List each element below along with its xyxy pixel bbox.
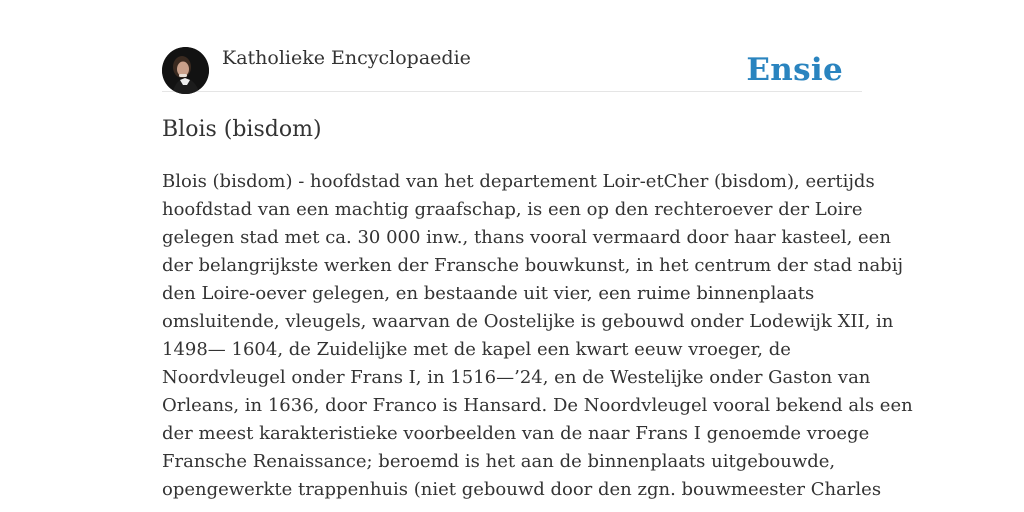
article-line: der belangrijkste werken der Fransche bouwkunst, in het centrum der stad nabij	[162, 255, 904, 276]
article-line: den Loire-oever gelegen, en bestaande uit vier, een ruime binnenplaats	[162, 283, 815, 304]
article-line: opengewerkte trappenhuis (niet gebouwd door den zgn. bouwmeester Charles	[162, 479, 882, 500]
source-name[interactable]: Katholieke Encyclopaedie	[222, 47, 471, 69]
site-header	[162, 46, 862, 92]
page-title: Blois (bisdom)	[162, 117, 322, 142]
article-body	[162, 168, 913, 504]
article-line: Orleans, in 1636, door Franco is Hansard. De Noordvleugel vooral bekend als een	[162, 395, 913, 416]
article-line: omsluitende, vleugels, waarvan de Oostelijke is gebouwd onder Lodewijk XII, in	[162, 311, 894, 332]
portrait-avatar-svg	[162, 47, 209, 94]
brand-logo[interactable]: Ensie	[746, 52, 843, 88]
article-line: Fransche Renaissance; beroemd is het aan de binnenplaats uitgebouwde,	[162, 451, 836, 472]
article-line: 1498— 1604, de Zuidelijke met de kapel een kwart eeuw vroeger, de	[162, 339, 791, 360]
article-line: gelegen stad met ca. 30 000 inw., thans vooral vermaard door haar kasteel, een	[162, 227, 891, 248]
portrait-avatar-icon[interactable]	[162, 47, 209, 94]
article-line: Blois (bisdom) - hoofdstad van het departement Loir-etCher (bisdom), eertijds	[162, 171, 875, 192]
article-line: hoofdstad van een machtig graafschap, is een op den rechteroever der Loire	[162, 199, 863, 220]
article-line: der meest karakteristieke voorbeelden van de naar Frans I genoemde vroege	[162, 423, 870, 444]
article-line: Noordvleugel onder Frans I, in 1516—’24, en de Westelijke onder Gaston van	[162, 367, 871, 388]
